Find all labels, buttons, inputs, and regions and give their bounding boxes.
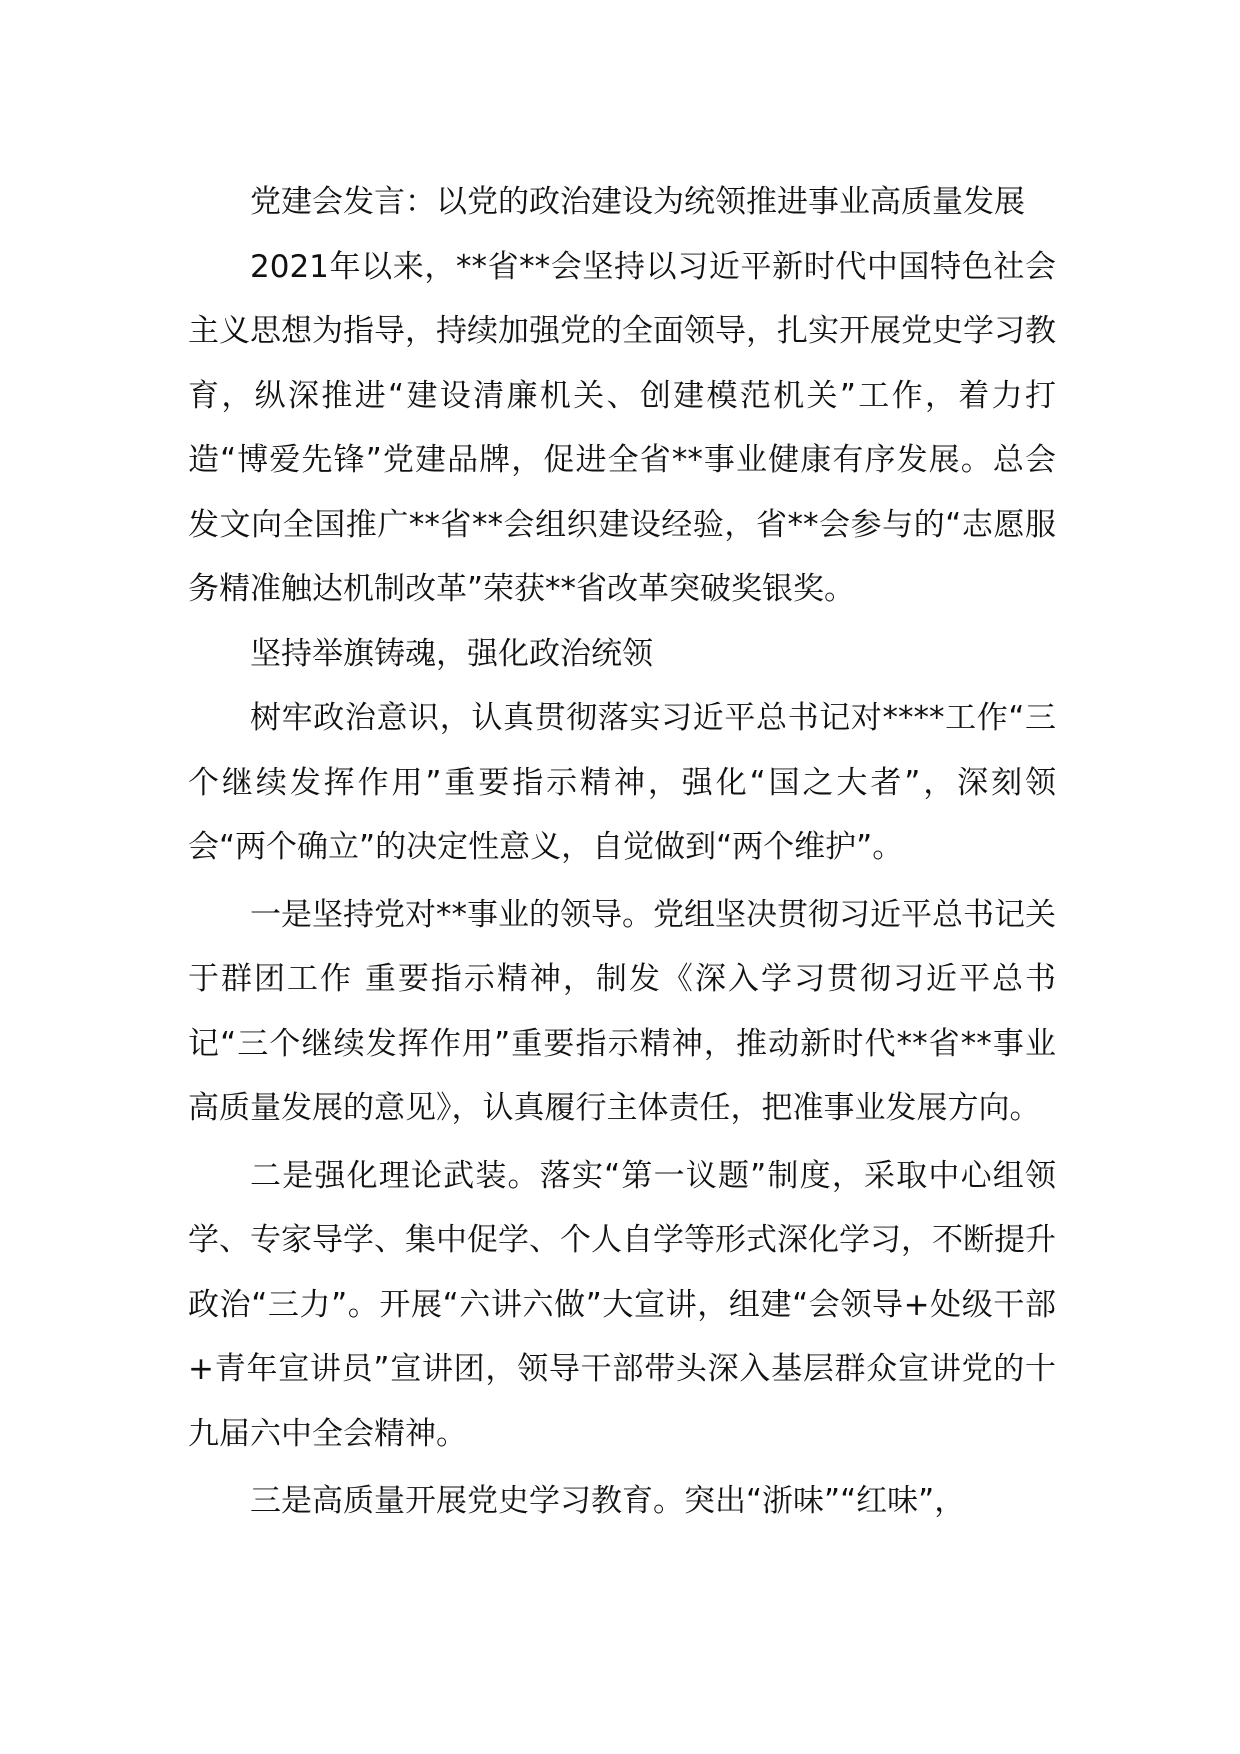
paragraph-political-awareness: 树牢政治意识，认真贯彻落实习近平总书记对****工作“三个继续发挥作用”重要指示精神，强化“国之大者”，深刻领会“两个确立”的决定性意义，自觉做到“两个维护”。 xyxy=(188,700,1056,865)
paragraph-intro: 2021年以来，**省**会坚持以习近平新时代中国特色社会主义思想为指导，持续加强党的全面领导，扎实开展党史学习教育，纵深推进“建设清廉机关、创建模范机关”工作，着力打造“博爱先锋”党建品牌，促进全省**事业健康有序发展。总会发文向全国推广**省**会组织建设经验，省**会参与的“志愿服务精准触达机制改革”荣获**省改革突破奖银奖。 xyxy=(188,248,1056,607)
paragraph-point-two: 二是强化理论武装。落实“第一议题”制度，采取中心组领学、专家导学、集中促学、个人自学等形式深化学习，不断提升政治“三力”。开展“六讲六做”大宣讲，组建“会领导+处级干部+青年宣讲员”宣讲团，领导干部带头深入基层群众宣讲党的十九届六中全会精神。 xyxy=(188,1157,1056,1452)
section-heading: 坚持举旗铸魂，强化政治统领 xyxy=(250,635,653,672)
paragraph-point-one: 一是坚持党对**事业的领导。党组坚决贯彻习近平总书记关于群团工作 重要指示精神，制发《深入学习贯彻习近平总书记“三个继续发挥作用”重要指示精神，推动新时代**省**事业高质量发展的意见》，认真履行主体责任，把准事业发展方向。 xyxy=(188,896,1056,1126)
document-body xyxy=(188,170,1056,1534)
document-title: 党建会发言：以党的政治建设为统领推进事业高质量发展 xyxy=(250,184,1025,220)
paragraph-point-three: 三是高质量开展党史学习教育。突出“浙味”“红味”， xyxy=(250,1483,966,1519)
